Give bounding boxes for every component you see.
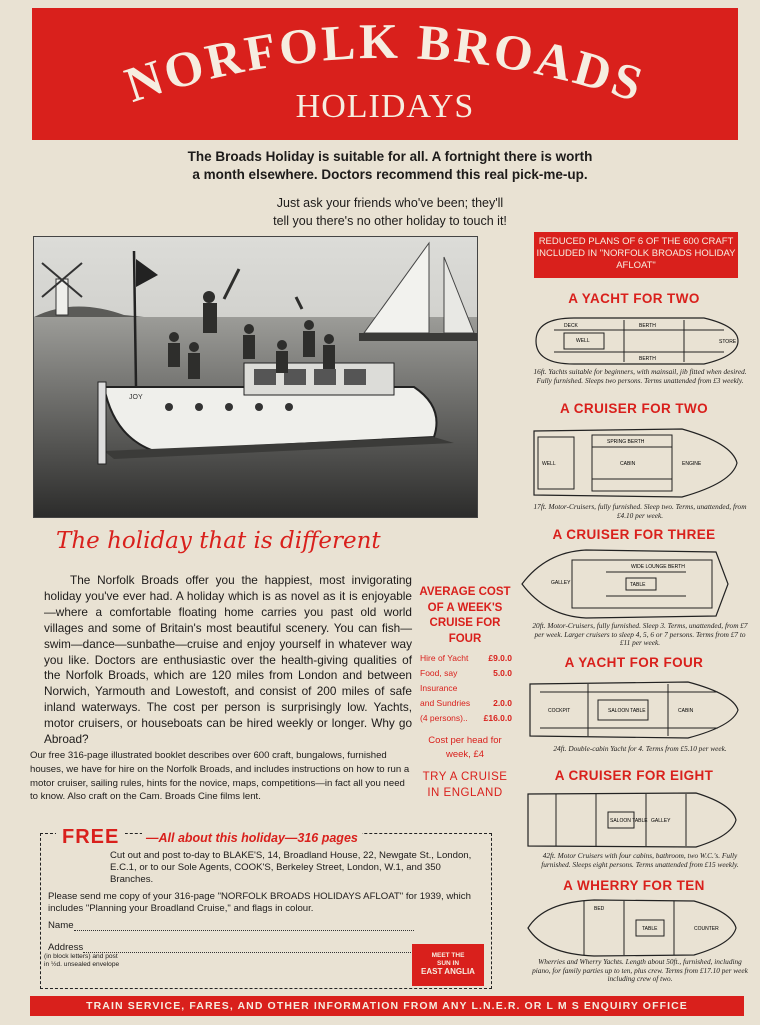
name-label: Name bbox=[48, 920, 74, 931]
cruiser-two-plan-icon bbox=[532, 425, 740, 501]
cost-box bbox=[416, 585, 514, 801]
block-note: (in block letters) and post in ½d. unsealed envelope bbox=[44, 953, 120, 968]
plan-caption: 17ft. Motor-Cruisers, fully furnished. Sleep two. Terms, unattended, from £4.10 per week. bbox=[533, 502, 747, 520]
cost-row: Insurance bbox=[420, 683, 458, 693]
boat-photo bbox=[33, 236, 478, 518]
svg-text:DECK: DECK bbox=[564, 323, 578, 329]
yacht-four-plan-icon bbox=[528, 678, 740, 742]
plan-caption: 24ft. Double-cabin Yacht for 4. Terms from £5.10 per week. bbox=[553, 744, 727, 753]
svg-text:SALOON TABLE: SALOON TABLE bbox=[608, 708, 646, 714]
booklet-paragraph: Our free 316-page illustrated booklet describes over 600 craft, bungalows, furnished houses, we have for hire on the Norfolk Broads, and includes instructions on how to run a motor cruiser, sailing rules, hints for the novice, maps, competitions—in fact all you need to know. Also craft on the Cam. Broads Cine films lent. bbox=[30, 750, 410, 803]
svg-text:WELL: WELL bbox=[542, 461, 556, 467]
svg-text:SPRING BERTH: SPRING BERTH bbox=[607, 439, 645, 445]
plan-title: A YACHT FOR TWO bbox=[568, 291, 700, 306]
plan-title: A YACHT FOR FOUR bbox=[564, 655, 704, 670]
coupon-request: Please send me copy of your 316-page "NORFOLK BROADS HOLIDAYS AFLOAT" for 1939, which includes "Planning your Broadland Cruise," and flags in colour. bbox=[48, 890, 471, 914]
svg-text:WIDE LOUNGE BERTH: WIDE LOUNGE BERTH bbox=[631, 564, 685, 570]
svg-text:COUNTER: COUNTER bbox=[694, 926, 719, 932]
svg-text:BERTH: BERTH bbox=[639, 356, 656, 362]
plan-title: A CRUISER FOR EIGHT bbox=[554, 768, 714, 783]
coupon-heading: —All about this holiday—316 pages bbox=[142, 831, 362, 845]
intro-line: a month elsewhere. Doctors recommend this real pick-me-up. bbox=[192, 167, 588, 182]
svg-text:STORE: STORE bbox=[719, 339, 737, 345]
ask-text bbox=[200, 194, 580, 230]
ask-line: Just ask your friends who've been; they'll bbox=[276, 196, 504, 210]
svg-text:TABLE: TABLE bbox=[642, 926, 658, 932]
header-banner bbox=[32, 8, 738, 140]
cost-row: Hire of Yacht £9.0.0 bbox=[420, 653, 512, 663]
svg-text:CABIN: CABIN bbox=[620, 461, 636, 467]
svg-text:ENGINE: ENGINE bbox=[682, 461, 702, 467]
svg-text:SALOON TABLE: SALOON TABLE bbox=[610, 818, 648, 824]
cost-row: (4 persons).. £16.0.0 bbox=[420, 713, 512, 723]
svg-text:WELL: WELL bbox=[576, 338, 590, 344]
try-cruise: TRY A CRUISE IN ENGLAND bbox=[422, 771, 508, 799]
address-field[interactable] bbox=[48, 942, 413, 953]
cruiser-three-plan-icon bbox=[516, 548, 730, 620]
plan-caption: 16ft. Yachts suitable for beginners, with mainsail, jib fitted when desired. Fully furnished. Sleeps two persons. Terms unattended from £3 weekly. bbox=[533, 367, 747, 385]
plan-title: A WHERRY FOR TEN bbox=[563, 878, 705, 893]
plan-title: A CRUISER FOR THREE bbox=[552, 527, 716, 542]
footer-banner: TRAIN SERVICE, FARES, AND OTHER INFORMATION FROM ANY L.N.E.R. OR L M S ENQUIRY OFFICE bbox=[30, 996, 744, 1016]
plan-caption: Wherries and Wherry Yachts. Length about 50ft., furnished, including piano, for family parties up to ten, plus crew. Terms from £17.10 per week including crew of two. bbox=[532, 957, 748, 984]
boat-name: JOY bbox=[129, 394, 143, 401]
plan-caption: 20ft. Motor-Cruisers, fully furnished. Sleep 3. Terms, unattended, from £7 per week. Larger cruisers to sleep 4, 5, 6 or 7 persons. Terms from £7 to £11 per week. bbox=[532, 621, 748, 648]
cost-row: Food, say 5.0.0 bbox=[420, 668, 512, 678]
coupon-text bbox=[48, 850, 484, 915]
body-paragraph: The Norfolk Broads offer you the happiest, most invigorating holiday you've ever had. A holiday which is as novel as it is enjoyable—where a comfortable floating home carries you past old world villages and some of Britain's most beautiful scenery. You can fish—swim—dance—sunbathe—cruise and enjoy yourself in whatever way you like. Doctors are enthusiastic over the health-giving qualities of the Norfolk Broads, which are 120 miles from London and between Norwich, Yarmouth and Lowestoft, and consist of 200 miles of safe inland waterways. The cost per person is surprisingly low. Yachts, motor cruisers, or houseboats can be hired weekly or longer. Why go Abroad? bbox=[44, 573, 412, 747]
header-subtitle: HOLIDAYS bbox=[295, 88, 475, 125]
coupon-address: Cut out and post to-day to BLAKE'S, 14, Broadland House, 22, Newgate St., London, E.C.1, or to our Sole Agents, COOK'S, Berkeley Street, London, W.1, and 350 Branches. bbox=[110, 850, 472, 886]
name-field[interactable] bbox=[48, 920, 414, 931]
sun-badge: MEET THE SUN IN EAST ANGLIA bbox=[412, 944, 484, 986]
plan-caption: 42ft. Motor Cruisers with four cabins, bathroom, two W.C.'s. Fully furnished. Sleeps eight persons. Terms unattended from £15 weekly. bbox=[541, 851, 739, 869]
tagline: The holiday that is different bbox=[56, 528, 381, 554]
svg-text:GALLEY: GALLEY bbox=[551, 580, 571, 586]
yacht-two-plan-icon bbox=[534, 316, 740, 366]
svg-text:COCKPIT: COCKPIT bbox=[548, 708, 571, 714]
svg-text:CABIN: CABIN bbox=[678, 708, 694, 714]
address-label: Address bbox=[48, 942, 84, 953]
svg-text:GALLEY: GALLEY bbox=[651, 818, 671, 824]
cost-note: Cost per head for week, £4 bbox=[428, 735, 502, 760]
plan-title: A CRUISER FOR TWO bbox=[559, 401, 709, 416]
reduced-plans-box: REDUCED PLANS OF 6 OF THE 600 CRAFT INCLUDED IN "NORFOLK BROADS HOLIDAY AFLOAT" bbox=[534, 232, 738, 278]
svg-text:BERTH: BERTH bbox=[639, 323, 656, 329]
cruiser-eight-plan-icon bbox=[526, 790, 738, 850]
svg-text:TABLE: TABLE bbox=[630, 582, 646, 588]
intro-text bbox=[110, 148, 670, 184]
cost-row: and Sundries 2.0.0 bbox=[420, 698, 512, 708]
cost-table bbox=[416, 651, 514, 726]
cost-title: AVERAGE COST OF A WEEK'S CRUISE FOR FOUR bbox=[419, 586, 511, 645]
svg-text:BED: BED bbox=[594, 906, 605, 912]
intro-line: The Broads Holiday is suitable for all. A fortnight there is worth bbox=[187, 149, 593, 164]
ask-line: tell you there's no other holiday to touch it! bbox=[273, 214, 507, 228]
coupon-free-label: FREE bbox=[56, 826, 125, 849]
wherry-ten-plan-icon bbox=[524, 898, 738, 958]
header-title: NORFOLK BROADS bbox=[118, 12, 652, 113]
